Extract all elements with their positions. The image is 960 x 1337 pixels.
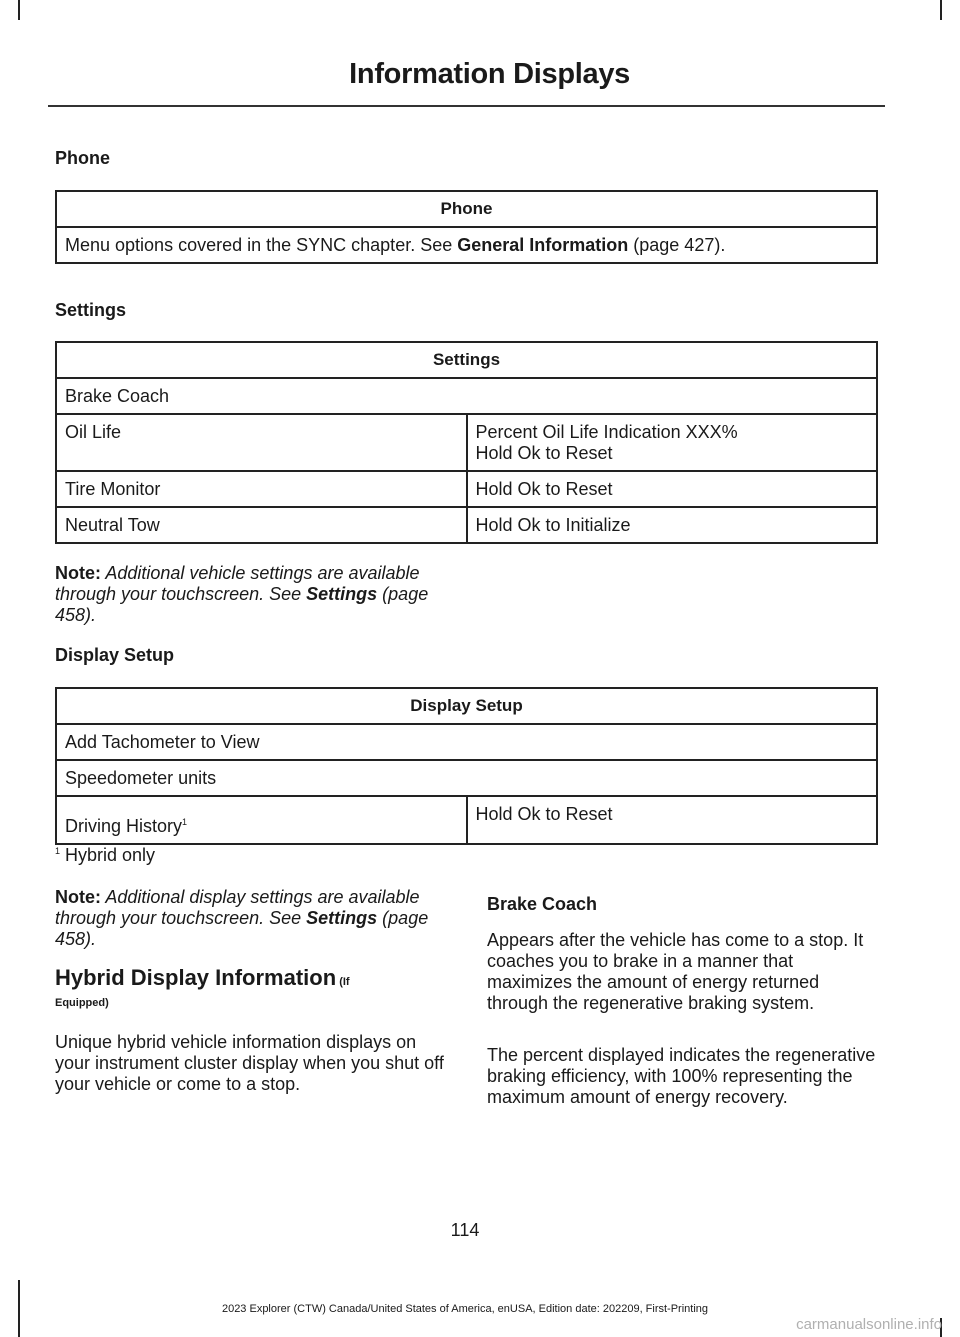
brake-coach-para1: Appears after the vehicle has come to a stop. It coaches you to brake in a manner that maximizes the amount of energy returned through the regenerative braking system.: [487, 930, 864, 1013]
driving-history-value: Hold Ok to Reset: [467, 796, 878, 844]
page-title: Information Displays: [349, 58, 630, 90]
footnote-number: 1: [55, 846, 61, 856]
settings-row-value: Hold Ok to Initialize: [467, 507, 878, 543]
display-setup-heading: Display Setup: [55, 645, 175, 665]
settings-row-label: Neutral Tow: [56, 507, 467, 543]
display-note: [55, 887, 440, 950]
watermark: carmanualsonline.info: [796, 1316, 942, 1333]
footnote-marker: 1: [182, 817, 188, 827]
brake-coach-heading: Brake Coach: [487, 894, 598, 914]
phone-row-page: (page 427).: [628, 235, 726, 255]
note-page: (page 458).: [55, 584, 429, 625]
display-setup-table: [55, 687, 878, 845]
settings-table: [55, 341, 878, 544]
note-text: Additional display settings are available through your touchscreen. See: [55, 887, 420, 928]
phone-table: [55, 190, 878, 264]
phone-table-row: [56, 227, 877, 263]
note-text: Additional vehicle settings are available through your touchscreen. See: [55, 563, 420, 604]
phone-row-text: Menu options covered in the SYNC chapter. See: [65, 235, 458, 255]
display-setup-row: Add Tachometer to View: [56, 724, 877, 760]
oil-life-value-line1: Percent Oil Life Indication XXX%: [475, 422, 738, 442]
settings-row-brake-coach: Brake Coach: [56, 378, 877, 414]
phone-heading: Phone: [55, 148, 111, 168]
hybrid-heading-text: Hybrid Display Information: [55, 965, 337, 990]
settings-row-value: [467, 414, 878, 471]
note-label: Note:: [55, 887, 101, 907]
settings-note: [55, 563, 440, 626]
footnote-text: Hybrid only: [60, 845, 156, 865]
edition-footer: 2023 Explorer (CTW) Canada/United States of America, enUSA, Edition date: 202209, First-Printing: [221, 1303, 709, 1315]
hybrid-qualifier: (If: [336, 976, 350, 988]
footnote: [55, 845, 155, 866]
driving-history-label: [56, 796, 467, 844]
header-rule: [48, 105, 885, 107]
note-page: (page 458).: [55, 908, 429, 949]
settings-link[interactable]: Settings: [306, 908, 378, 928]
crop-mark-top-right: [940, 0, 942, 20]
display-setup-table-header: Display Setup: [56, 688, 877, 724]
oil-life-value-line2: Hold Ok to Reset: [475, 443, 613, 463]
general-information-link[interactable]: General Information: [457, 235, 629, 255]
crop-mark-top-left: [18, 0, 20, 20]
phone-table-header: Phone: [56, 191, 877, 227]
settings-row-label: Tire Monitor: [56, 471, 467, 507]
settings-row-value: Hold Ok to Reset: [467, 471, 878, 507]
brake-coach-para2: The percent displayed indicates the regenerative braking efficiency, with 100% representing the maximum amount of energy recovery.: [487, 1045, 876, 1107]
display-setup-row: Speedometer units: [56, 760, 877, 796]
hybrid-qualifier-equipped: Equipped): [55, 997, 109, 1009]
settings-heading: Settings: [55, 300, 127, 320]
note-label: Note:: [55, 563, 101, 583]
settings-row-label: Oil Life: [56, 414, 467, 471]
driving-history-text: Driving History: [65, 816, 183, 836]
page-number: 114: [450, 1220, 480, 1240]
hybrid-body: Unique hybrid vehicle information displays on your instrument cluster display when you shut off your vehicle or come to a stop.: [55, 1032, 444, 1094]
hybrid-heading: [55, 965, 350, 991]
settings-table-header: Settings: [56, 342, 877, 378]
settings-link[interactable]: Settings: [306, 584, 378, 604]
